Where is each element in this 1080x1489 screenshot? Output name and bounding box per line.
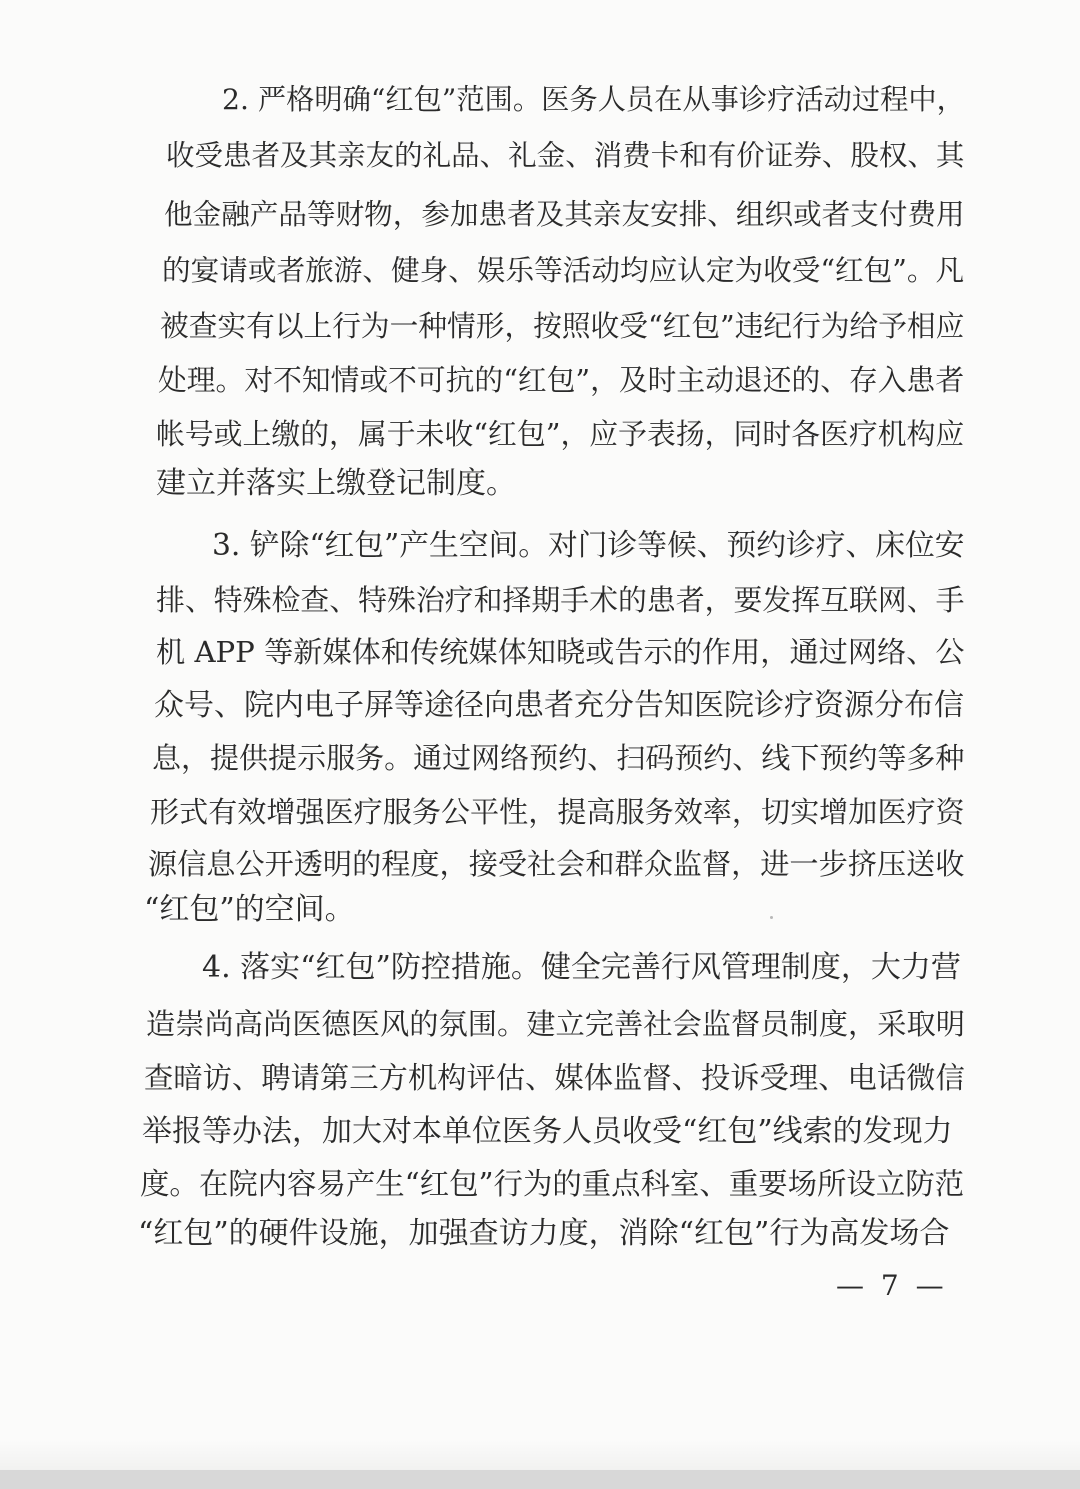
text-line: 众号、院内电子屏等途径向患者充分告知医院诊疗资源分布信 <box>154 688 964 723</box>
text-line: 建立并落实上缴登记制度。 <box>156 466 516 501</box>
text-line: 的宴请或者旅游、健身、娱乐等活动均应认定为收受“红包”。凡 <box>162 253 965 287</box>
text-line: 帐号或上缴的，属于未收“红包”，应予表扬，同时各医疗机构应 <box>156 417 965 451</box>
text-line: 度。在院内容易产生“红包”行为的重点科室、重要场所设立防范 <box>140 1167 965 1201</box>
text-line: “红包”的空间。 <box>144 892 355 927</box>
text-line: 收受患者及其亲友的礼品、礼金、消费卡和有价证券、股权、其 <box>166 139 965 172</box>
scan-speck <box>770 916 773 919</box>
text-line: 源信息公开透明的程度，接受社会和群众监督，进一步挤压送收 <box>148 847 965 881</box>
text-line: 排、特殊检查、特殊治疗和择期手术的患者，要发挥互联网、手 <box>156 583 965 617</box>
text-line: 造崇尚高尚医德医风的氛围。建立完善社会监督员制度，采取明 <box>146 1007 965 1041</box>
bottom-strip <box>0 1470 1080 1489</box>
text-line: 被查实有以上行为一种情形，按照收受“红包”违纪行为给予相应 <box>160 309 965 343</box>
text-line: 3. 铲除“红包”产生空间。对门诊等候、预约诊疗、床位安 <box>212 528 965 563</box>
text-line: 2. 严格明确“红包”范围。医务人员在从事诊疗活动过程中， <box>222 83 965 116</box>
text-line: “红包”的硬件设施，加强查访力度，消除“红包”行为高发场合 <box>138 1216 950 1251</box>
text-line: 息，提供提示服务。通过网络预约、扫码预约、线下预约等多种 <box>152 741 965 775</box>
text-line: 处理。对不知情或不可抗的“红包”，及时主动退还的、存入患者 <box>158 363 965 397</box>
text-line: 机 APP 等新媒体和传统媒体知晓或告示的作用，通过网络、公 <box>156 635 965 669</box>
text-line: 查暗访、聘请第三方机构评估、媒体监督、投诉受理、电话微信 <box>144 1061 965 1095</box>
text-line: 他金融产品等财物，参加患者及其亲友安排、组织或者支付费用 <box>164 197 965 231</box>
page-number: — 7 — <box>836 1269 948 1302</box>
text-line: 形式有效增强医疗服务公平性，提高服务效率，切实增加医疗资 <box>150 795 965 829</box>
text-line: 4. 落实“红包”防控措施。健全完善行风管理制度，大力营 <box>202 950 961 985</box>
text-line: 举报等办法，加大对本单位医务人员收受“红包”线索的发现力 <box>142 1114 953 1149</box>
